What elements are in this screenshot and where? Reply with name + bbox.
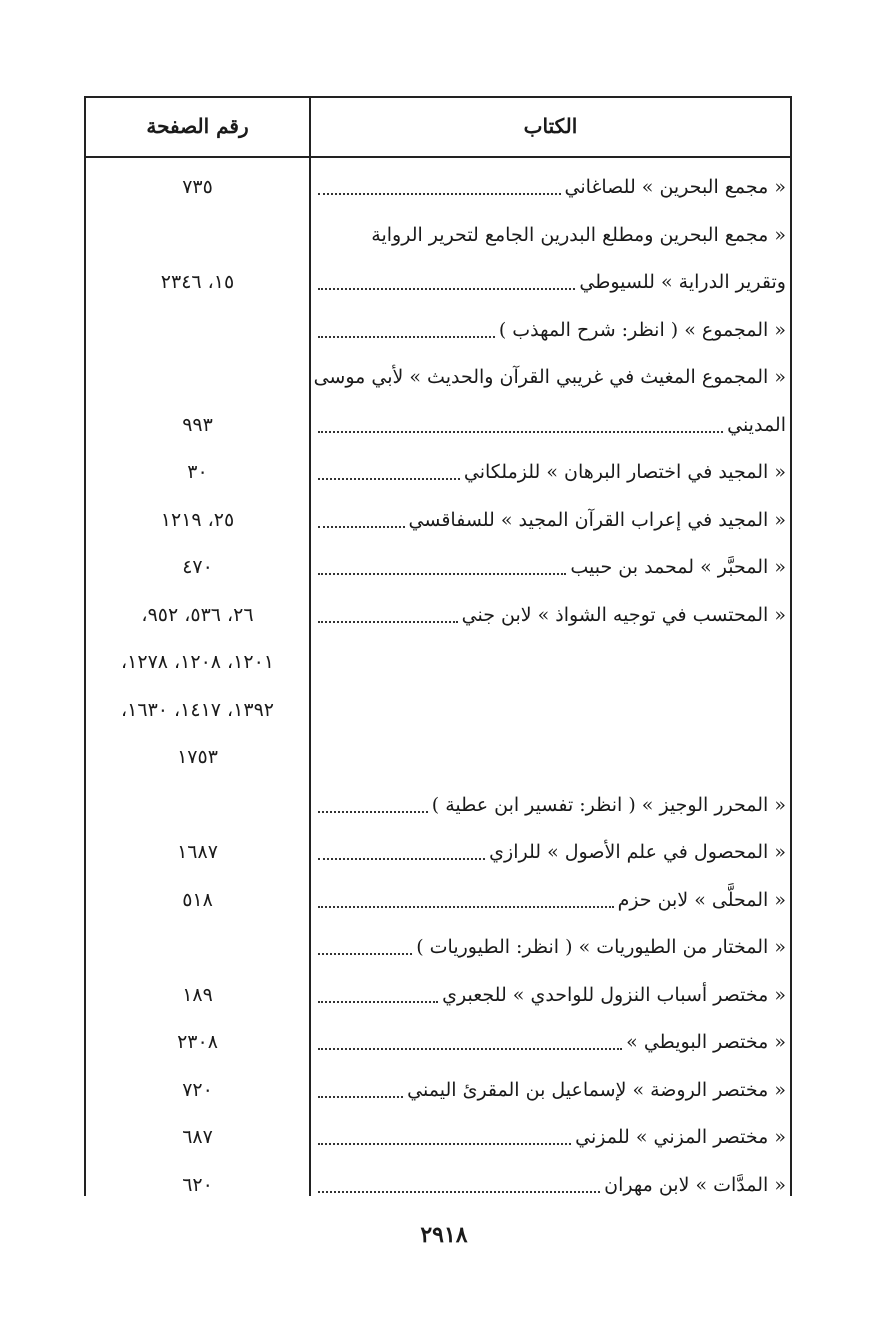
book-title-line (318, 172, 786, 202)
page-number-cell: ٢٥، ١٢١٩ (160, 508, 235, 531)
book-title-line (318, 600, 786, 630)
book-title-text: « المحلَّى » لابن حزم (617, 888, 786, 911)
page-number-cell: ٦٢٠ (182, 1173, 213, 1196)
book-title-text: « المختار من الطيوريات » ( انظر: الطيوريات ) (416, 936, 786, 958)
book-title-text: « المجموع » ( انظر: شرح المهذب ) (498, 318, 786, 341)
dotted-leader (318, 1095, 403, 1098)
book-title-text: « المدَّات » لابن مهران (604, 1173, 786, 1196)
dotted-leader (318, 1190, 600, 1193)
book-title-text: « مختصر البويطي » (626, 1031, 786, 1053)
book-title-line (318, 457, 786, 487)
dotted-leader (318, 1000, 438, 1003)
book-title-line (318, 220, 786, 250)
book-title-line (318, 552, 786, 582)
book-title-text: المديني (727, 413, 786, 436)
page-number: ٢٩١٨ (420, 1222, 468, 1248)
book-title-text: « مختصر الروضة » لإسماعيل بن المقرئ اليمني (407, 1078, 786, 1101)
dotted-leader (318, 430, 723, 433)
book-title-text: « المجيد في اختصار البرهان » للزملكاني (463, 461, 786, 483)
book-title-line (318, 932, 786, 962)
table-header-border (84, 156, 792, 158)
book-title-text: « مختصر أسباب النزول للواحدي » للجعبري (442, 983, 786, 1006)
book-title-text: « المحبَّر » لمحمد بن حبيب (570, 556, 786, 578)
book-title-line (318, 1075, 786, 1105)
book-title-text: « مجمع البحرين ومطلع البدرين الجامع لتحرير الرواية (371, 223, 786, 246)
dotted-leader (318, 192, 561, 195)
column-header-book: الكتاب (523, 114, 578, 138)
book-title-line (318, 885, 786, 915)
page-number-cell: ٦٨٧ (182, 1126, 213, 1148)
book-title-text: « المجيد في إعراب القرآن المجيد » للسفاقسي (408, 508, 786, 531)
dotted-leader (318, 477, 460, 480)
page-number-cell: ١٢٠١، ١٢٠٨، ١٢٧٨، (121, 651, 274, 673)
dotted-leader (318, 335, 495, 338)
dotted-leader (318, 525, 405, 528)
column-header-page-number: رقم الصفحة (146, 114, 249, 138)
page-number-cell (90, 790, 305, 820)
page-number-cell: ٧٣٥ (182, 176, 213, 198)
dotted-leader (318, 1142, 571, 1145)
book-title-line (313, 362, 786, 392)
table-left-border (84, 96, 86, 1196)
dotted-leader (318, 905, 614, 908)
page-number-cell: ٤٧٠ (182, 556, 213, 578)
page-number-cell: ١٦٨٧ (177, 841, 218, 863)
page-number-cell: ٢٦، ٥٣٦، ٩٥٢، (141, 603, 254, 626)
book-title-line (318, 410, 786, 440)
page-number-cell: ٧٢٠ (182, 1078, 213, 1101)
book-title-text: « مختصر المزني » للمزني (575, 1126, 786, 1148)
page-number-cell: ٩٩٣ (182, 413, 213, 436)
page-number-cell: ٢٣٠٨ (177, 1031, 218, 1053)
book-title-line (318, 980, 786, 1010)
book-title-line (318, 267, 786, 297)
book-title-text: وتقرير الدراية » للسيوطي (579, 271, 786, 293)
book-title-text: « المحرر الوجيز » ( انظر: تفسير ابن عطية ) (431, 793, 786, 816)
dotted-leader (318, 620, 458, 623)
table-column-divider (309, 96, 311, 1196)
book-title-line (318, 315, 786, 345)
dotted-leader (318, 810, 428, 813)
book-title-line (318, 790, 786, 820)
page-number-cell (90, 315, 305, 345)
table-right-border (790, 96, 792, 1196)
page-number-cell (90, 932, 305, 962)
page-number-cell: ١٧٥٣ (177, 746, 218, 768)
dotted-leader (318, 572, 566, 575)
page-number-cell: ٣٠ (187, 461, 208, 483)
book-title-line (318, 837, 786, 867)
book-title-text: « المجموع المغيث في غريبي القرآن والحديث » لأبي موسى (313, 366, 786, 388)
page-number-cell: ١٥، ٢٣٤٦ (160, 271, 235, 293)
book-title-text: « مجمع البحرين » للصاغاني (564, 176, 786, 198)
page-number-cell: ٥١٨ (182, 888, 213, 911)
dotted-leader (318, 952, 412, 955)
dotted-leader (318, 857, 485, 860)
dotted-leader (318, 287, 575, 290)
book-title-line (318, 1122, 786, 1152)
book-title-line (318, 1027, 786, 1057)
page-number-cell: ١٣٩٢، ١٤١٧، ١٦٣٠، (121, 698, 274, 721)
book-title-line (318, 505, 786, 535)
page-number-cell: ١٨٩ (182, 983, 213, 1006)
dotted-leader (318, 1047, 622, 1050)
book-title-text: « المحتسب في توجيه الشواذ » لابن جني (461, 603, 786, 626)
book-title-line (318, 1170, 786, 1200)
book-title-text: « المحصول في علم الأصول » للرازي (489, 841, 786, 863)
